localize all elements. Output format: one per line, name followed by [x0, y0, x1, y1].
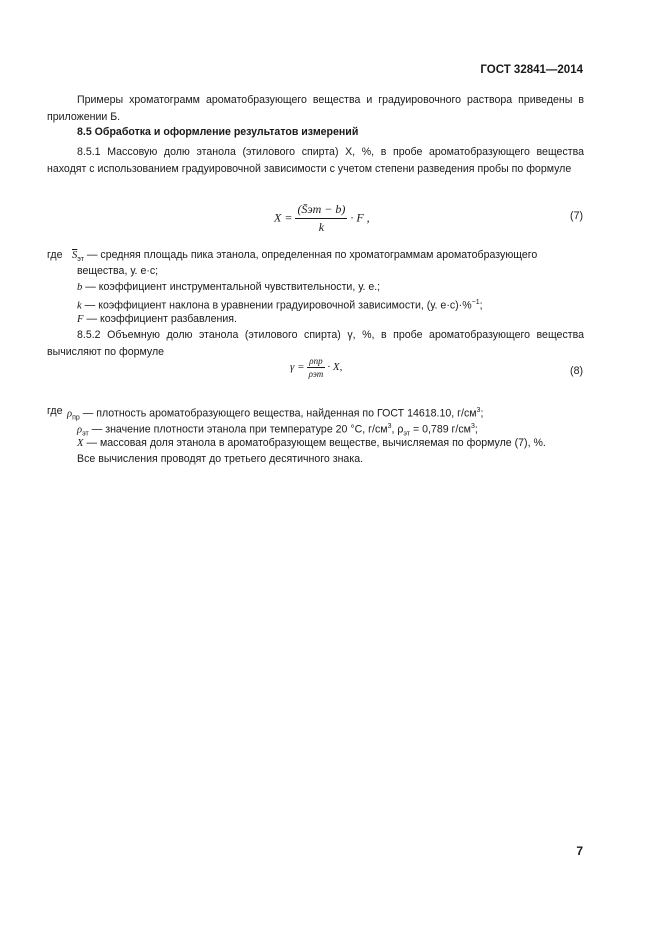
rho-et-end: ; — [474, 423, 478, 436]
rho-et-exponent: 3 — [387, 423, 392, 430]
intro-paragraph: Примеры хроматограмм ароматобразующего вещества и градуировочного раствора приведены в приложении Б. — [47, 94, 584, 123]
k-exponent: −1 — [471, 299, 480, 306]
rho-pr-end: ; — [480, 407, 484, 420]
rho-et-subscript: эт — [82, 430, 89, 438]
definition-x — [77, 435, 546, 452]
k-end: ; — [479, 299, 483, 312]
b-symbol: b — [77, 282, 83, 293]
s-symbol: $\overline{S}$ — [72, 250, 78, 261]
s-subscript: эт — [77, 256, 84, 264]
rho-pr-symbol: ρ — [67, 408, 73, 420]
where-label-2: где — [47, 405, 63, 417]
formula-8-numerator: ρпр — [309, 356, 323, 366]
definition-s-et-cont: вещества, у. е·с; — [77, 265, 159, 277]
rho-pr-definition: — плотность ароматобразующего вещества, найденная по ГОСТ 14618.10, г/см — [82, 407, 477, 420]
formula-7-numerator: (S̄эт − b) — [295, 202, 347, 219]
formula-8-denominator: ρэт — [308, 369, 324, 379]
rho-et-mid-subscript: эт — [403, 430, 411, 438]
rho-et-symbol: ρ — [77, 424, 83, 436]
page-number: 7 — [576, 844, 583, 858]
rho-et-value: = 0,789 г/см — [410, 423, 471, 436]
formula-8-rhs: · X, — [327, 361, 343, 374]
f-symbol: F — [77, 314, 84, 325]
k-definition: — коэффициент наклона в уравнении градуировочной зависимости, (у. е·с)·% — [84, 299, 472, 312]
formula-7-denominator: k — [318, 220, 325, 234]
formula-8-number: (8) — [570, 365, 583, 377]
rho-pr-exponent: 3 — [476, 407, 481, 414]
section-title: 8.5 Обработка и оформление результатов измерений — [77, 126, 359, 138]
f-definition: — коэффициент разбавления. — [86, 313, 237, 325]
s-definition: — средняя площадь пика этанола, определенная по хроматограммам ароматобразующего — [86, 249, 538, 261]
definition-b — [77, 279, 380, 296]
b-definition: — коэффициент инструментальной чувствительности, у. е.; — [85, 281, 381, 293]
formula-7-number: (7) — [570, 210, 583, 222]
formula-8-fraction — [307, 356, 324, 379]
k-symbol: k — [77, 300, 82, 312]
x-definition: — массовая доля этанола в ароматобразующем веществе, вычисляемая по формуле (7), %. — [86, 437, 546, 449]
rho-pr-subscript: пр — [72, 414, 80, 422]
definition-f — [77, 311, 237, 328]
formula-8 — [290, 356, 342, 379]
closing-sentence: Все вычисления проводят до третьего десятичного знака. — [77, 453, 364, 465]
formula-7 — [274, 202, 370, 235]
rho-et-definition: — значение плотности этанола при температуре 20 °С, г/см — [91, 423, 388, 436]
paragraph-8-5-2: 8.5.2 Объемную долю этанола (этилового спирта) γ, %, в пробе ароматобразующего вещества вычисляют по формуле — [47, 329, 584, 358]
formula-7-fraction — [295, 202, 347, 235]
formula-7-lhs: X = — [274, 210, 293, 225]
document-header: ГОСТ 32841—2014 — [480, 64, 583, 76]
formula-8-lhs: γ = — [290, 361, 305, 374]
rho-et-mid: , ρ — [391, 423, 404, 436]
formula-7-rhs: · F , — [350, 210, 370, 225]
rho-et-value-exponent: 3 — [470, 423, 475, 430]
paragraph-8-5-1: 8.5.1 Массовую долю этанола (этилового спирта) X, %, в пробе ароматобразующего вещества находят с использованием градуировочной зависимости с учетом степени разведения пробы по формуле — [47, 146, 584, 175]
x-symbol: X — [77, 438, 84, 449]
where-label-1: где — [47, 249, 63, 261]
